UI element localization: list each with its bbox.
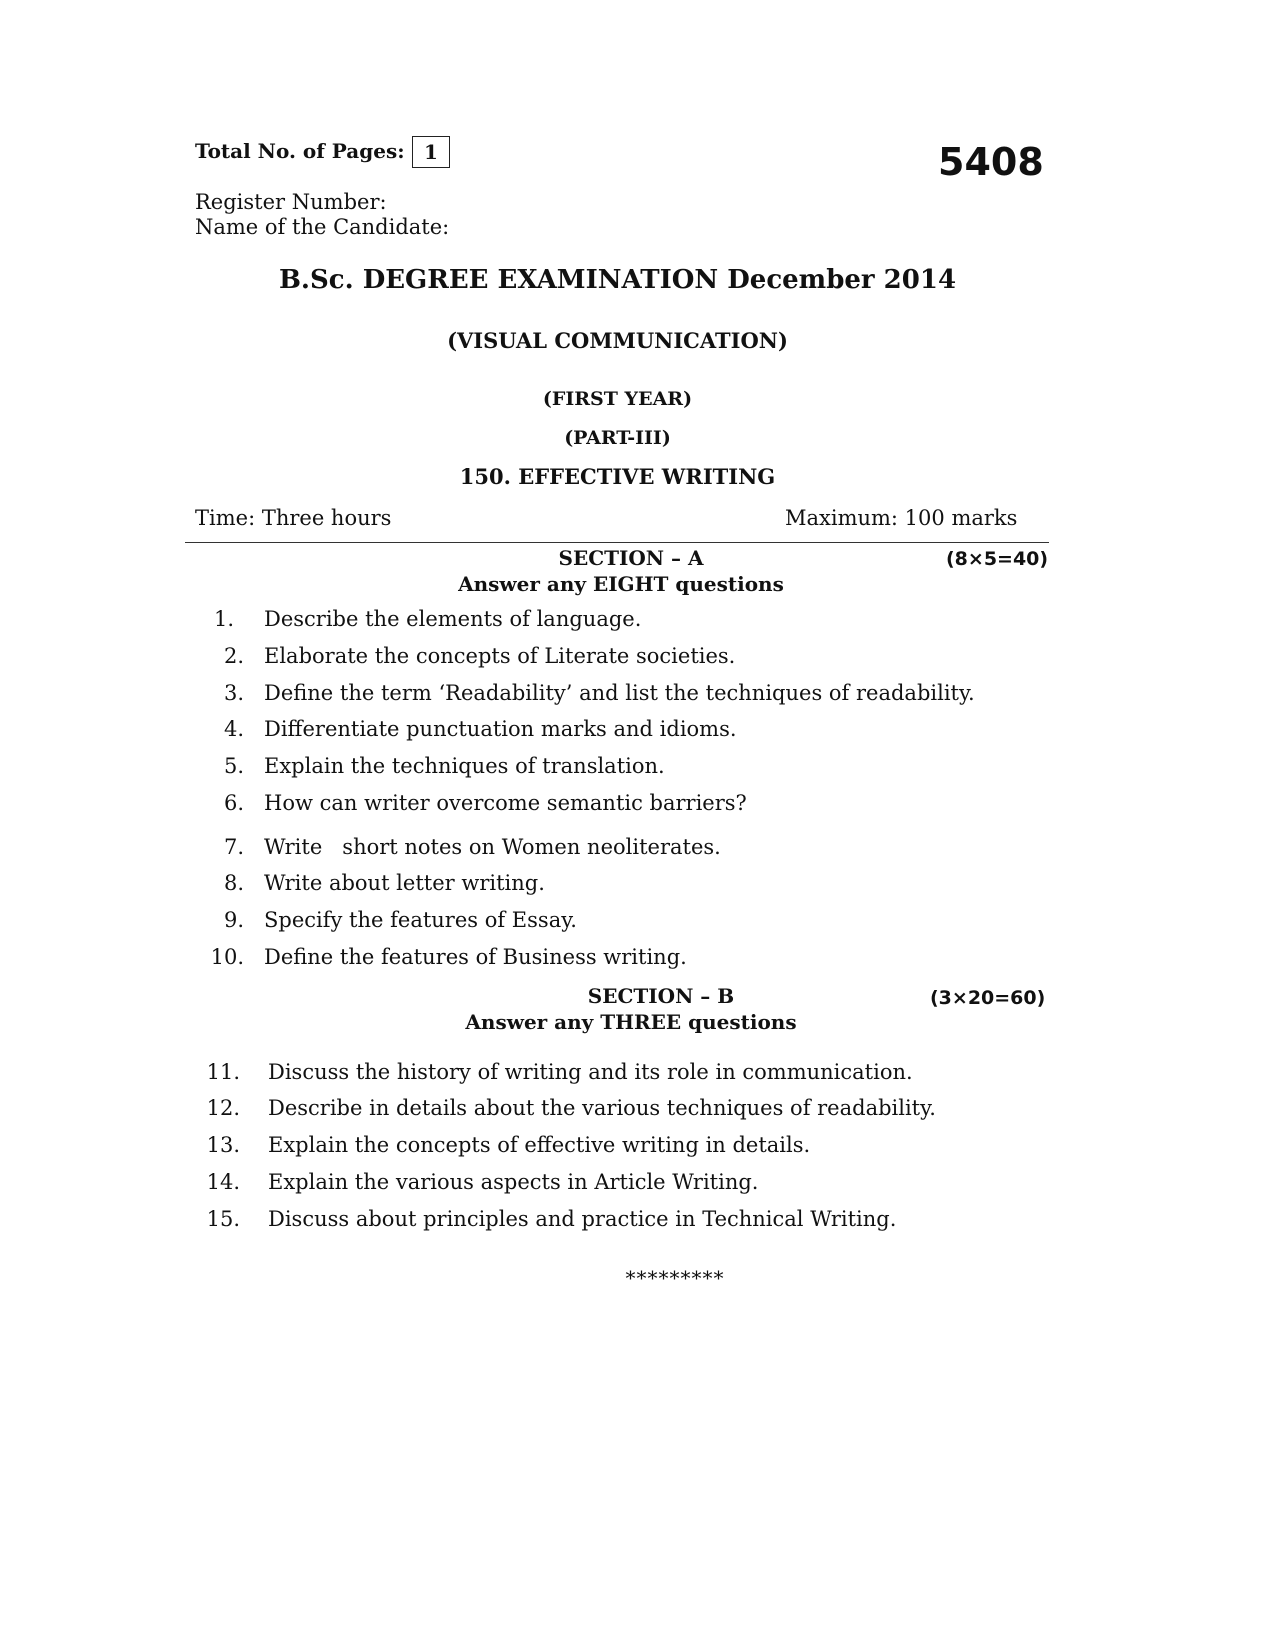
time-allowed: Time: Three hours (195, 506, 392, 530)
question-number: 9. (223, 908, 244, 932)
question-text: Explain the concepts of effective writing in details. (268, 1133, 811, 1157)
question-text: Write about letter writing. (264, 871, 545, 895)
question-text: Write short notes on Women neoliterates. (264, 835, 721, 859)
section-a-title: SECTION – A (558, 546, 704, 570)
question-text: Differentiate punctuation marks and idioms. (264, 717, 737, 741)
divider (185, 542, 1049, 543)
end-of-paper-mark: ********* (625, 1266, 725, 1290)
section-a-instruction: Answer any EIGHT questions (458, 572, 784, 596)
part: (PART-III) (564, 427, 671, 449)
total-pages-value: 1 (412, 136, 450, 168)
question-number: 5. (223, 754, 244, 778)
paper-title: 150. EFFECTIVE WRITING (459, 464, 776, 489)
section-b-instruction: Answer any THREE questions (465, 1010, 797, 1034)
question-number: 6. (223, 791, 244, 815)
register-number-label: Register Number: (195, 190, 387, 214)
question-text: How can writer overcome semantic barriers? (264, 791, 747, 815)
question-text: Specify the features of Essay. (264, 908, 577, 932)
candidate-name-label: Name of the Candidate: (195, 215, 450, 239)
question-text: Define the features of Business writing. (264, 945, 687, 969)
question-number: 7. (223, 835, 244, 859)
question-text: Explain the various aspects in Article Writing. (268, 1170, 759, 1194)
question-text: Explain the techniques of translation. (264, 754, 665, 778)
question-text: Elaborate the concepts of Literate societies. (264, 644, 736, 668)
question-number: 11. (206, 1060, 240, 1084)
question-number: 4. (223, 717, 244, 741)
question-number: 15. (206, 1207, 240, 1231)
paper-code: 5408 (938, 140, 1044, 184)
section-b-title: SECTION – B (587, 984, 735, 1008)
question-number: 13. (206, 1133, 240, 1157)
question-text: Discuss the history of writing and its role in communication. (268, 1060, 913, 1084)
total-pages-label: Total No. of Pages: (195, 139, 405, 163)
question-number: 1. (213, 607, 234, 631)
question-text: Describe in details about the various techniques of readability. (268, 1096, 936, 1120)
question-number: 12. (206, 1096, 240, 1120)
section-a-marks: (8×5=40) (946, 548, 1049, 570)
question-text: Describe the elements of language. (264, 607, 642, 631)
question-number: 3. (223, 681, 244, 705)
question-number: 10. (210, 945, 244, 969)
question-number: 8. (223, 871, 244, 895)
question-text: Discuss about principles and practice in Technical Writing. (268, 1207, 897, 1231)
department: (VISUAL COMMUNICATION) (447, 328, 788, 353)
question-text: Define the term ‘Readability’ and list the techniques of readability. (264, 681, 975, 705)
exam-title: B.Sc. DEGREE EXAMINATION December 2014 (278, 265, 957, 295)
question-number: 2. (223, 644, 244, 668)
maximum-marks: Maximum: 100 marks (785, 506, 1018, 530)
question-number: 14. (206, 1170, 240, 1194)
section-b-marks: (3×20=60) (930, 987, 1046, 1009)
year: (FIRST YEAR) (542, 388, 693, 410)
